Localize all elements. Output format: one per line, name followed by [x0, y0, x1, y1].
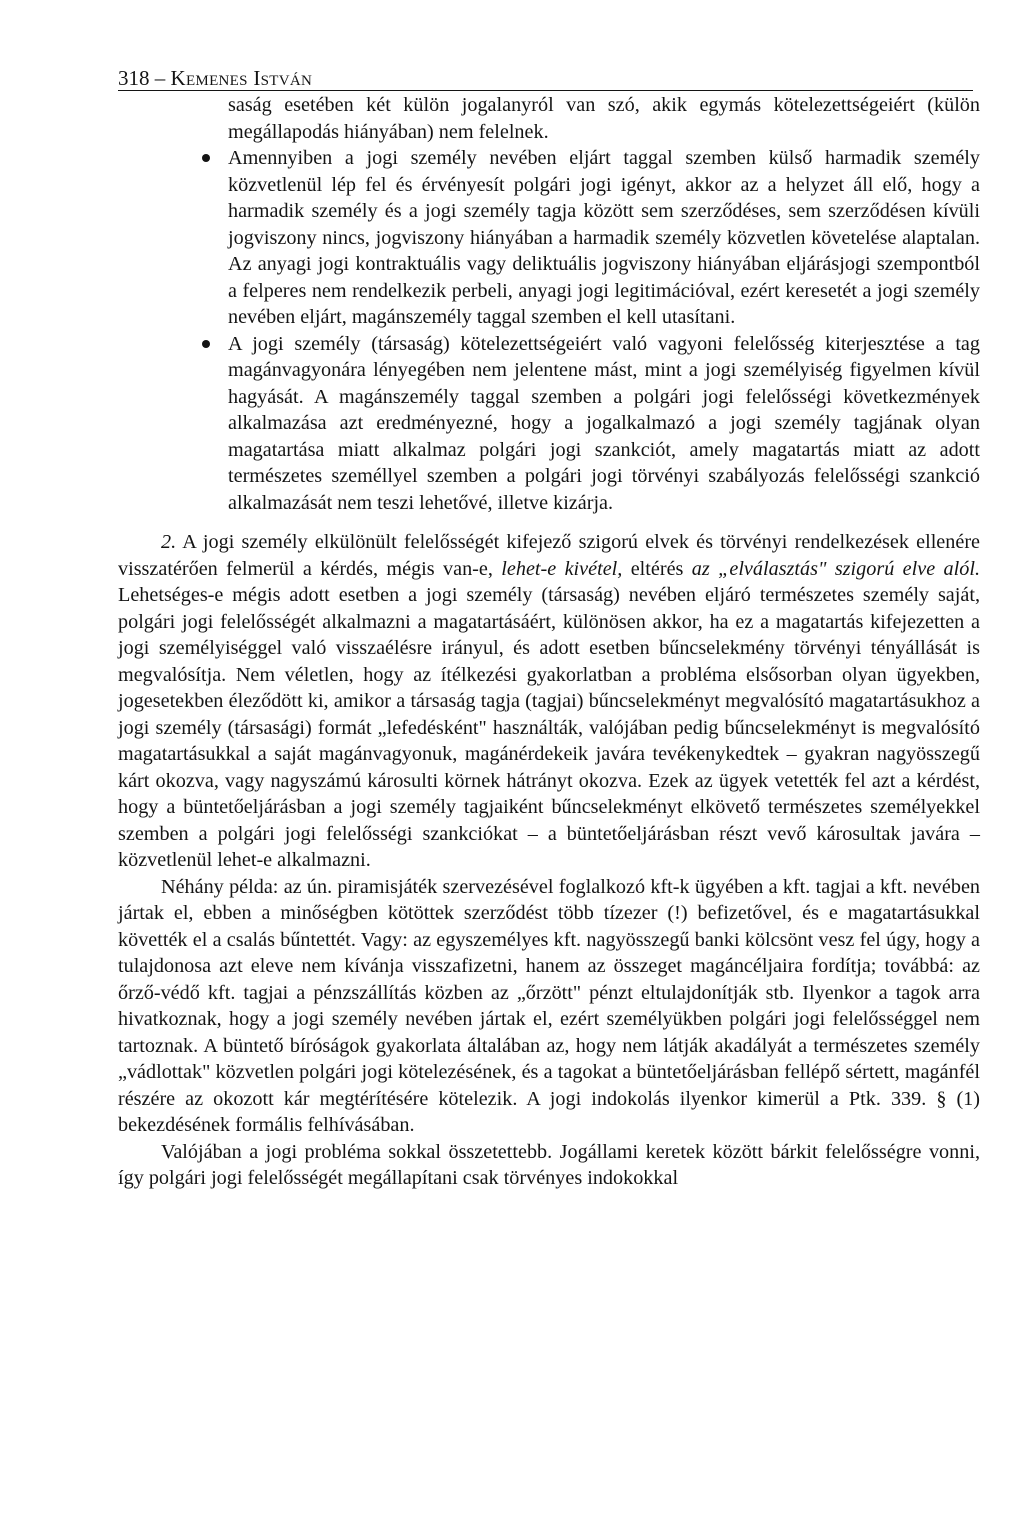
section-text-a: A jogi személy elkülönült felelősségét kifejező szigorú elvek és törvényi rendelkezések ellenére visszatérően felmerül a kérdés, mégis van-e,	[118, 531, 981, 580]
section-emphasis-1: lehet-e kivétel,	[501, 557, 623, 580]
paragraph-problem: Valójában a jogi probléma sokkal összetettebb. Jogállami keretek között bárkit felelősségre vonni, így polgári jogi felelősségét megállapítani csak törvényes indokokkal	[118, 1140, 980, 1189]
bullet-icon	[202, 340, 210, 348]
header-separator: –	[154, 66, 166, 90]
page-number: 318	[118, 66, 150, 90]
list-item	[118, 145, 980, 331]
body-text	[118, 92, 980, 1192]
list-item	[118, 92, 980, 145]
section-2-paragraph	[118, 529, 980, 874]
header-author: Kemenes István	[170, 66, 313, 90]
section-text-c: Lehetséges-e mégis adott esetben a jogi személy (társaság) nevében eljáró természetes személy saját, polgári jogi felelősségét alkalmazni a magatartásáért, különösen akkor, ha ez a magatartás kifejezetten a jogi személyiséggel való visszaélésre irányul, és adott esetben bűncselekmény törvényi tényállását is megvalósítja. Nem véletlen, hogy az ítélkezési gyakorlatban a probléma elsősorban olyan ügyekben, jogesetekben éleződött ki, amikor a társaság tagja (tagjai) bűncselekményt megvalósító magatartásukhoz a jogi személy (társasági) formát „lefedésként" használták, valójában pedig bűncselekményt is megvalósító magatartásukkal a saját magánvagyonuk, magánérdekeik javára tevékenykedtek – gyakran nagyösszegű kárt okozva, vagy nagyszámú károsulti körnek hátrányt okozva. Ezek az ügyek vetették fel azt a kérdést, hogy a büntetőeljárásban a jogi személy tagjaiként bűncselekményt elkövető természetes személyekkel szemben a polgári jogi felelősségi szankciókat – a büntetőeljárásban részt vevő károsultak javára – közvetlenül lehet-e alkalmazni.	[118, 584, 980, 871]
section-emphasis-2: az „elválasztás" szigorú elve alól.	[691, 557, 981, 580]
list-item-text: A jogi személy (társaság) kötelezettségeiért való vagyoni felelősség kiterjesztése a tag magánvagyonára lényegében nem jelentene mást, mint a jogi személyiség figyelmen kívül hagyását. A magánszemély taggal szemben a polgári jogi felelősségi következmények alkalmazása azt eredményezné, hogy a jogalkalmazó a jogi személy tagjának olyan magatartása miatt alkalmaz polgári jogi szankciót, amely magatartás miatt az adott természetes személlyel szemben a polgári jogi törvényi szabályozás felelősségi szankció alkalmazását nem teszi lehetővé, illetve kizárja.	[228, 332, 980, 514]
section-text-b: eltérés	[630, 557, 684, 580]
list-item-text: Amennyiben a jogi személy nevében eljárt taggal szemben külső harmadik személy közvetlenül lép fel és érvényesít polgári jogi igényt, akkor az a helyzet áll elő, hogy a harmadik személy és a jogi személy tagja között sem szerződéses, sem szerződésen kívüli jogviszony nincs, jogviszony hiányában a harmadik személy közvetlen követelése alaptalan. Az anyagi jogi kontraktuális vagy deliktuális jogviszony hiányában eljárásjogi szempontból a felperes nem rendelkezik perbeli, anyagi jogi legitimációval, ezért keresetét a jogi személy nevében eljárt, magánszemély taggal szemben el kell utasítani.	[228, 147, 980, 328]
bullet-icon	[202, 154, 210, 162]
bullet-list	[118, 92, 980, 516]
section-number: 2.	[161, 531, 177, 553]
list-item	[118, 331, 980, 517]
running-header	[118, 66, 973, 91]
paragraph-examples: Néhány példa: az ún. piramisjáték szervezésével foglalkozó kft-k ügyében a kft. tagjai a kft. nevében jártak el, ebben a minőségben kötöttek szerződést több tízezer (!) befizetővel, és e magatartásukkal követték el a csalás bűntettét. Vagy: az egyszemélyes kft. nagyösszegű banki kölcsönt vesz fel úgy, hogy a tulajdonosa azt eleve nem kívánja visszafizetni, hanem az összeget magáncéljaira fordítja; továbbá: az őrző-védő kft. tagjai a pénzszállítás közben az „őrzött" pénzt eltulajdonítják stb. Ilyenkor a tagok arra hivatkoznak, hogy a jogi személy nevében jártak el, ezért személyükben polgári jogi felelősséggel nem tartoznak. A büntető bíróságok gyakorlata általában az, hogy nem látják akadályát a természetes személy „vádlottak" közvetlen polgári jogi kötelezésének, és a tagokat a büntetőeljárásban fellépő sértett, magánfél részére az okozott kár megtérítésére kötelezik. A jogi indokolás ilyenkor kimerül a Ptk. 339. § (1) bekezdésének formális felhívásában.	[118, 875, 980, 1136]
list-item-text: saság esetében két külön jogalanyról van szó, akik egymás kötelezettségeiért (külön megállapodás hiányában) nem felelnek.	[228, 94, 980, 143]
